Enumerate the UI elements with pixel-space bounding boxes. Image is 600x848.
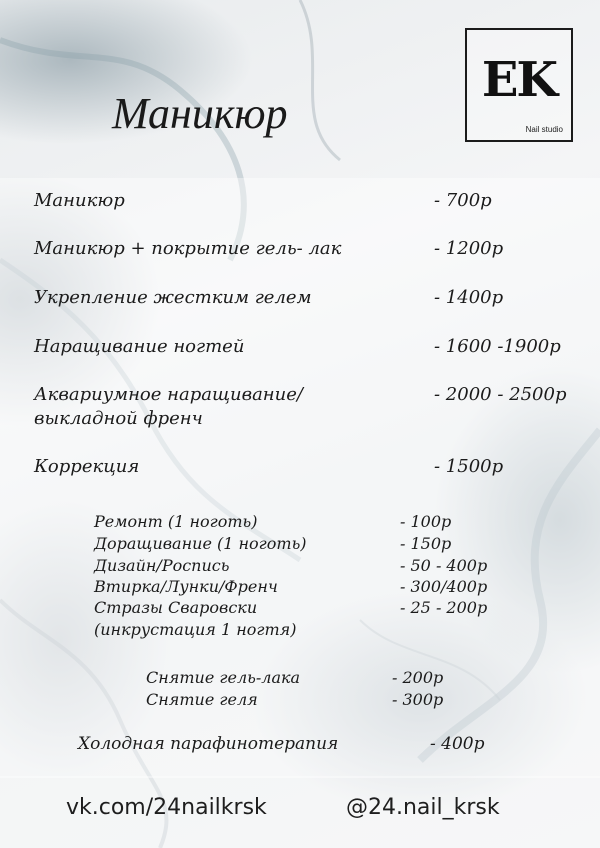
removal-price: - 300р	[392, 690, 444, 709]
extra-price: - 50 - 400р	[400, 556, 488, 575]
extra-name: Стразы Сваровски	[94, 598, 258, 617]
extra-price: - 25 - 200р	[400, 598, 488, 617]
instagram-handle[interactable]: @24.nail_krsk	[346, 795, 500, 820]
item-price: - 2000 - 2500р	[434, 384, 567, 405]
removal-name: Снятие геля	[146, 690, 258, 709]
extra-name: Втирка/Лунки/Френч	[94, 577, 278, 596]
extra-name: Доращивание (1 ноготь)	[94, 534, 307, 553]
paraffin-name: Холодная парафинотерапия	[78, 734, 339, 754]
item-price: - 1600 -1900р	[434, 336, 561, 357]
logo-letters: EK	[481, 52, 557, 108]
item-name: Аквариумное наращивание/	[34, 384, 303, 405]
item-name: Маникюр	[34, 190, 125, 211]
page-title: Маникюр	[112, 89, 288, 138]
item-price: - 1400р	[434, 287, 504, 308]
extra-price: - 100р	[400, 512, 452, 531]
item-name-continued: выкладной френч	[34, 408, 203, 429]
vk-link[interactable]: vk.com/24nailkrsk	[66, 795, 267, 820]
extra-price: - 150р	[400, 534, 452, 553]
removal-price: - 200р	[392, 668, 444, 687]
extra-name-continued: (инкрустация 1 ногтя)	[94, 620, 297, 639]
item-name: Наращивание ногтей	[34, 336, 245, 357]
item-price: - 700р	[434, 190, 492, 211]
item-name: Маникюр + покрытие гель- лак	[34, 238, 342, 259]
removal-name: Снятие гель-лака	[146, 668, 301, 687]
logo-subtitle: Nail studio	[525, 125, 563, 134]
paraffin-price: - 400р	[430, 734, 485, 754]
price-panel	[0, 178, 600, 778]
item-price: - 1500р	[434, 456, 504, 477]
extra-price: - 300/400р	[400, 577, 488, 596]
item-price: - 1200р	[434, 238, 504, 259]
extra-name: Дизайн/Роспись	[94, 556, 230, 575]
item-name: Укрепление жестким гелем	[34, 287, 312, 308]
item-name: Коррекция	[34, 456, 140, 477]
studio-logo	[465, 28, 573, 142]
extra-name: Ремонт (1 ноготь)	[94, 512, 258, 531]
